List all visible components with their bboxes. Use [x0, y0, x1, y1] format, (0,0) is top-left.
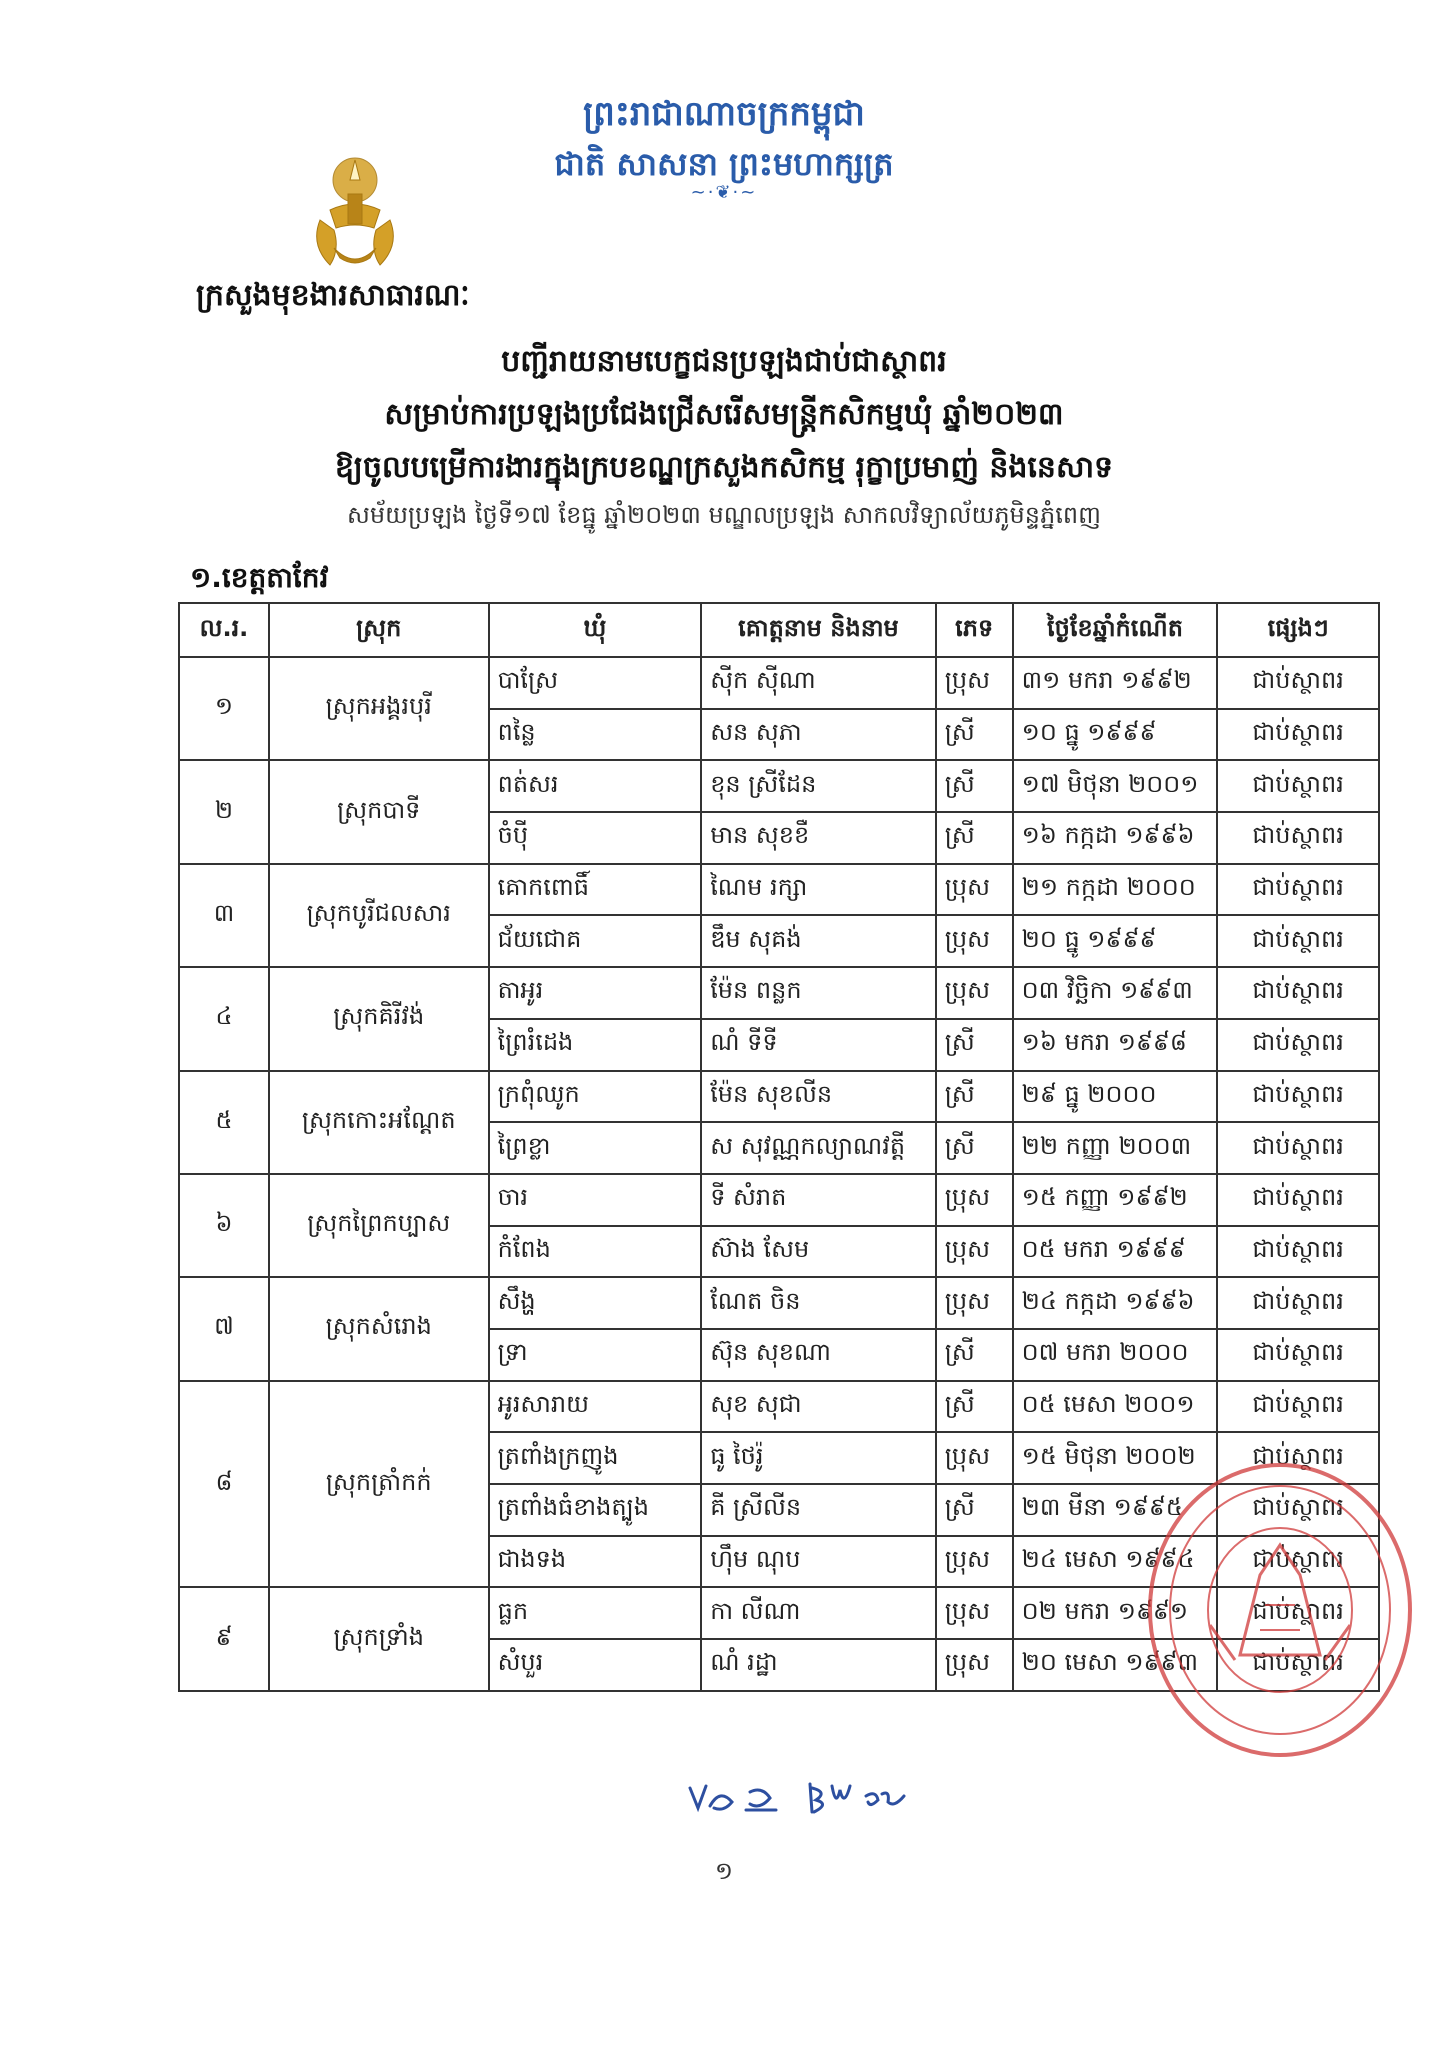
sex-cell: ស្រី: [936, 1071, 1013, 1123]
sex-cell: ស្រី: [936, 1019, 1013, 1071]
note-cell: ជាប់ស្ថាពរ: [1217, 1174, 1379, 1226]
name-cell: ទី សំរាត: [701, 1174, 936, 1226]
dob-cell: ១៧ មិថុនា ២០០១: [1013, 760, 1218, 812]
district-cell: ស្រុកអង្គរបុរី: [269, 657, 489, 760]
sex-cell: ស្រី: [936, 1381, 1013, 1433]
note-cell: ជាប់ស្ថាពរ: [1217, 1329, 1379, 1381]
dob-cell: ១០ ធ្នូ ១៩៩៩: [1013, 709, 1218, 761]
document-subtitle-2: ឱ្យចូលបម្រើការងារក្នុងក្របខណ្ឌក្រសួងកសិកម្ម រុក្ខាប្រមាញ់ និងនេសាទ: [334, 450, 1114, 485]
col-header-note: ផ្សេងៗ: [1217, 603, 1379, 657]
note-cell: ជាប់ស្ថាពរ: [1217, 1639, 1379, 1691]
sex-cell: ប្រុស: [936, 967, 1013, 1019]
table-row: [179, 967, 1379, 1019]
exam-session-info: សម័យប្រឡង ថ្ងៃទី១៧ ខែធ្នូ ឆ្នាំ២០២៣ មណ្ឌលប្រឡង សាកលវិទ្យាល័យភូមិន្ទភ្នំពេញ: [347, 501, 1101, 529]
col-header-sex: ភេទ: [936, 603, 1013, 657]
note-cell: ជាប់ស្ថាពរ: [1217, 1226, 1379, 1278]
note-cell: ជាប់ស្ថាពរ: [1217, 915, 1379, 967]
commune-cell: ត្រពាំងក្រញូង: [489, 1432, 702, 1484]
row-number-cell: ៩: [179, 1587, 269, 1690]
commune-cell: ពន្លៃ: [489, 709, 702, 761]
dob-cell: ១៦ កក្កដា ១៩៩៦: [1013, 812, 1218, 864]
sex-cell: ប្រុស: [936, 1587, 1013, 1639]
table-row: [179, 760, 1379, 812]
table-row: [179, 657, 1379, 709]
table-row: [179, 1071, 1379, 1123]
name-cell: ណំ រដ្ឋា: [701, 1639, 936, 1691]
commune-cell: អូរសារាយ: [489, 1381, 702, 1433]
dob-cell: ២៤ មេសា ១៩៩៤: [1013, 1536, 1218, 1588]
district-cell: ស្រុកទ្រាំង: [269, 1587, 489, 1690]
dob-cell: ០២ មករា ១៩៩១: [1013, 1587, 1218, 1639]
ornament-divider: ~·❦·~: [690, 182, 758, 203]
dob-cell: ២០ ធ្នូ ១៩៩៩: [1013, 915, 1218, 967]
name-cell: សុខ សុជា: [701, 1381, 936, 1433]
name-cell: ស៊ុន សុខណា: [701, 1329, 936, 1381]
note-cell: ជាប់ស្ថាពរ: [1217, 709, 1379, 761]
name-cell: ស៊ីក ស៊ីណា: [701, 657, 936, 709]
name-cell: ហ៊ឹម ណុប: [701, 1536, 936, 1588]
table-row: [179, 1587, 1379, 1639]
note-cell: ជាប់ស្ថាពរ: [1217, 1381, 1379, 1433]
note-cell: ជាប់ស្ថាពរ: [1217, 1536, 1379, 1588]
dob-cell: ៣១ មករា ១៩៩២: [1013, 657, 1218, 709]
row-number-cell: ២: [179, 760, 269, 863]
sex-cell: ប្រុស: [936, 1226, 1013, 1278]
name-cell: ណៃម រក្សា: [701, 864, 936, 916]
dob-cell: ២៣ មីនា ១៩៩៥: [1013, 1484, 1218, 1536]
commune-cell: ចំប៉ី: [489, 812, 702, 864]
district-cell: ស្រុកត្រាំកក់: [269, 1381, 489, 1588]
page-number: ១: [714, 1857, 734, 1885]
table-row: [179, 864, 1379, 916]
sex-cell: ស្រី: [936, 760, 1013, 812]
name-cell: ណំ ទីទី: [701, 1019, 936, 1071]
commune-cell: ជាងទង: [489, 1536, 702, 1588]
dob-cell: ២១ កក្កដា ២០០០: [1013, 864, 1218, 916]
row-number-cell: ១: [179, 657, 269, 760]
commune-cell: ចារ: [489, 1174, 702, 1226]
note-cell: ជាប់ស្ថាពរ: [1217, 1122, 1379, 1174]
name-cell: គី ស្រីលីន: [701, 1484, 936, 1536]
row-number-cell: ៧: [179, 1277, 269, 1380]
col-header-dob: ថ្ងៃខែឆ្នាំកំណើត: [1013, 603, 1218, 657]
national-motto: ជាតិ សាសនា ព្រះមហាក្សត្រ: [554, 145, 894, 183]
sex-cell: ប្រុស: [936, 1432, 1013, 1484]
commune-cell: កំពែង: [489, 1226, 702, 1278]
row-number-cell: ៤: [179, 967, 269, 1070]
name-cell: ណែត ចិន: [701, 1277, 936, 1329]
note-cell: ជាប់ស្ថាពរ: [1217, 1071, 1379, 1123]
col-header-name: គោត្តនាម និងនាម: [701, 603, 936, 657]
row-number-cell: ៨: [179, 1381, 269, 1588]
name-cell: ម៉ែន សុខលីន: [701, 1071, 936, 1123]
name-cell: ខុន ស្រីដែន: [701, 760, 936, 812]
commune-cell: ព្រៃខ្លា: [489, 1122, 702, 1174]
sex-cell: ស្រី: [936, 812, 1013, 864]
note-cell: ជាប់ស្ថាពរ: [1217, 1277, 1379, 1329]
note-cell: ជាប់ស្ថាពរ: [1217, 1019, 1379, 1071]
sex-cell: ស្រី: [936, 1484, 1013, 1536]
table-row: [179, 1277, 1379, 1329]
sex-cell: ប្រុស: [936, 1639, 1013, 1691]
table-row: [179, 1381, 1379, 1433]
district-cell: ស្រុកគិរីវង់: [269, 967, 489, 1070]
row-number-cell: ៦: [179, 1174, 269, 1277]
district-cell: ស្រុកព្រៃកប្បាស: [269, 1174, 489, 1277]
dob-cell: ២០ មេសា ១៩៩៣: [1013, 1639, 1218, 1691]
document-title: បញ្ជីរាយនាមបេក្ខជនប្រឡងជាប់ជាស្ថាពរ: [501, 344, 947, 379]
sex-cell: ប្រុស: [936, 657, 1013, 709]
note-cell: ជាប់ស្ថាពរ: [1217, 967, 1379, 1019]
sex-cell: ស្រី: [936, 1122, 1013, 1174]
name-cell: ឌឹម សុគង់: [701, 915, 936, 967]
district-cell: ស្រុកកោះអណ្ដែត: [269, 1071, 489, 1174]
dob-cell: ២២ កញ្ញា ២០០៣: [1013, 1122, 1218, 1174]
name-cell: ម៉ែន ពន្លក: [701, 967, 936, 1019]
row-number-cell: ៥: [179, 1071, 269, 1174]
dob-cell: ០៣ វិច្ឆិកា ១៩៩៣: [1013, 967, 1218, 1019]
table-header-row: [179, 603, 1379, 657]
commune-cell: ត្រពាំងធំខាងត្បូង: [489, 1484, 702, 1536]
sex-cell: ស្រី: [936, 709, 1013, 761]
note-cell: ជាប់ស្ថាពរ: [1217, 1587, 1379, 1639]
commune-cell: ជ័យជោគ: [489, 915, 702, 967]
note-cell: ជាប់ស្ថាពរ: [1217, 1484, 1379, 1536]
document-subtitle-1: សម្រាប់ការប្រឡងប្រជែងជ្រើសរើសមន្ត្រីកសិកម្មឃុំ ឆ្នាំ២០២៣: [384, 397, 1064, 432]
sex-cell: ប្រុស: [936, 864, 1013, 916]
section-heading-takeo: ១.ខេត្តតាកែវ: [190, 561, 329, 594]
col-header-commune: ឃុំ: [489, 603, 702, 657]
dob-cell: ២៤ កក្កដា ១៩៩៦: [1013, 1277, 1218, 1329]
commune-cell: បាស្រែ: [489, 657, 702, 709]
district-cell: ស្រុកបូរីជលសារ: [269, 864, 489, 967]
name-cell: មាន សុខខឺ: [701, 812, 936, 864]
dob-cell: ២៩ ធ្នូ ២០០០: [1013, 1071, 1218, 1123]
table-body: [179, 657, 1379, 1691]
commune-cell: ទ្រា: [489, 1329, 702, 1381]
dob-cell: ០៧ មករា ២០០០: [1013, 1329, 1218, 1381]
name-cell: ធូ ថៃរ៉ូ: [701, 1432, 936, 1484]
commune-cell: គោកពោធិ៍: [489, 864, 702, 916]
row-number-cell: ៣: [179, 864, 269, 967]
dob-cell: ១៥ មិថុនា ២០០២: [1013, 1432, 1218, 1484]
district-cell: ស្រុកបាទី: [269, 760, 489, 863]
sex-cell: ស្រី: [936, 1329, 1013, 1381]
name-cell: ស៊ាង សែម: [701, 1226, 936, 1278]
commune-cell: ព្រៃរំដេង: [489, 1019, 702, 1071]
col-header-number: ល.រ.: [179, 603, 269, 657]
name-cell: ស សុវណ្ណកល្យាណវត្តី: [701, 1122, 936, 1174]
table-row: [179, 1174, 1379, 1226]
district-cell: ស្រុកសំរោង: [269, 1277, 489, 1380]
sex-cell: ប្រុស: [936, 1536, 1013, 1588]
commune-cell: សឹង្ហ: [489, 1277, 702, 1329]
ministry-name: ក្រសួងមុខងារសាធារណៈ: [196, 278, 470, 313]
note-cell: ជាប់ស្ថាពរ: [1217, 1432, 1379, 1484]
dob-cell: ០៥ មេសា ២០០១: [1013, 1381, 1218, 1433]
commune-cell: ក្រពុំឈូក: [489, 1071, 702, 1123]
note-cell: ជាប់ស្ថាពរ: [1217, 657, 1379, 709]
note-cell: ជាប់ស្ថាពរ: [1217, 864, 1379, 916]
candidates-table: [178, 602, 1380, 1692]
signatures-icon: [680, 1768, 1000, 1828]
commune-cell: ពត់សរ: [489, 760, 702, 812]
name-cell: សន សុភា: [701, 709, 936, 761]
dob-cell: ១៥ កញ្ញា ១៩៩២: [1013, 1174, 1218, 1226]
commune-cell: សំបួរ: [489, 1639, 702, 1691]
note-cell: ជាប់ស្ថាពរ: [1217, 760, 1379, 812]
commune-cell: ធ្លក: [489, 1587, 702, 1639]
commune-cell: តាអូរ: [489, 967, 702, 1019]
sex-cell: ប្រុស: [936, 1277, 1013, 1329]
sex-cell: ប្រុស: [936, 915, 1013, 967]
kingdom-heading: ព្រះរាជាណាចក្រកម្ពុជា: [583, 94, 865, 134]
note-cell: ជាប់ស្ថាពរ: [1217, 812, 1379, 864]
ministry-emblem-icon: [300, 150, 410, 280]
dob-cell: ០៥ មករា ១៩៩៩: [1013, 1226, 1218, 1278]
sex-cell: ប្រុស: [936, 1174, 1013, 1226]
col-header-district: ស្រុក: [269, 603, 489, 657]
dob-cell: ១៦ មករា ១៩៩៨: [1013, 1019, 1218, 1071]
name-cell: កា លីណា: [701, 1587, 936, 1639]
